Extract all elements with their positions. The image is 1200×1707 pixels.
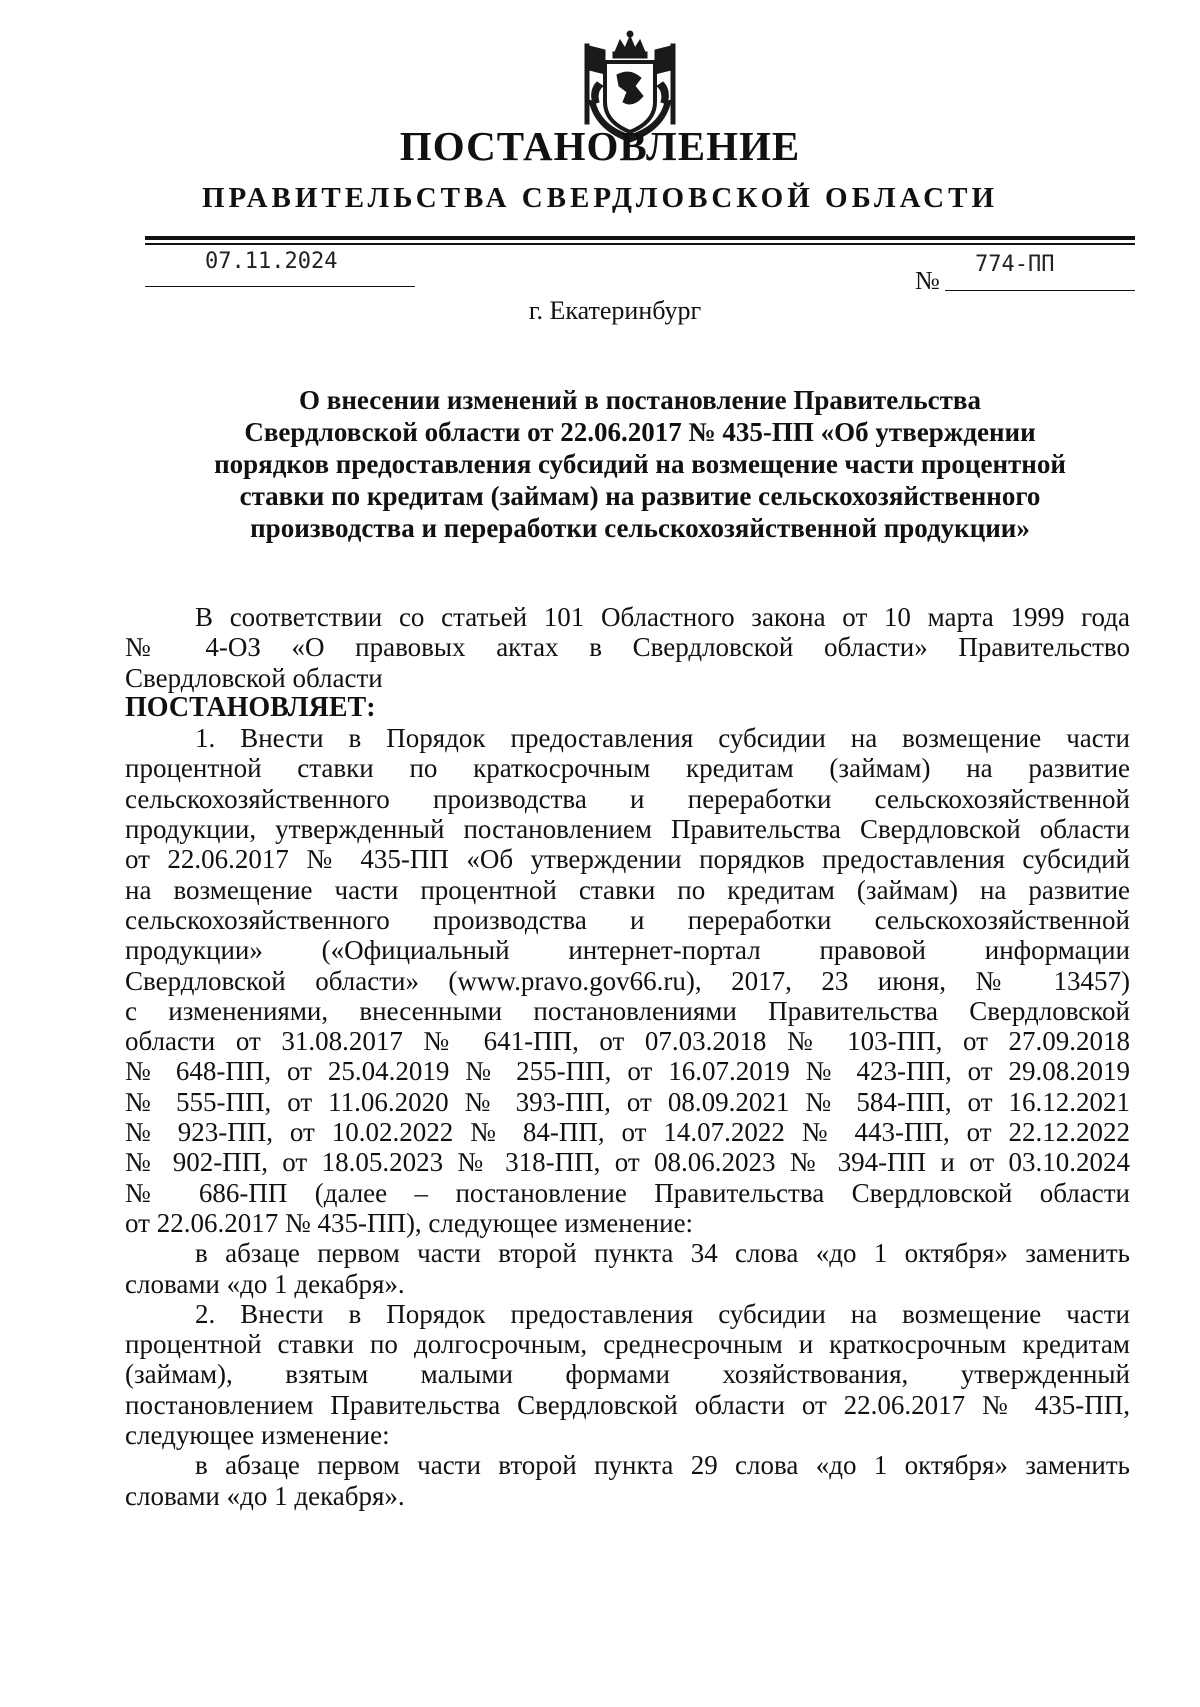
text-line: словами «до 1 декабря».	[125, 1268, 405, 1299]
text-line: от 22.06.2017 № 435-ПП «Об утверждении порядков предоставления субсидий	[125, 844, 1130, 875]
text-line: продукции, утвержденный постановлением Правительства Свердловской области	[125, 814, 1130, 845]
item-2-paragraph	[125, 1299, 1130, 1450]
decree-word: ПОСТАНОВЛЯЕТ:	[125, 691, 376, 723]
heading-line: Свердловской области от 22.06.2017 № 435-ПП «Об утверждении	[244, 417, 1036, 447]
document-date: 07.11.2024	[205, 249, 338, 274]
text-line: продукции» («Официальный интернет-портал правовой информации	[125, 935, 1130, 966]
text-line: сельскохозяйственного производства и переработки сельскохозяйственной	[125, 783, 1130, 814]
text-line: от 22.06.2017 № 435-ПП), следующее изменение:	[125, 1207, 694, 1238]
document-heading	[150, 384, 1130, 544]
issuing-authority: ПРАВИТЕЛЬСТВА СВЕРДЛОВСКОЙ ОБЛАСТИ	[201, 182, 999, 214]
text-line: № 4-ОЗ «О правовых актах в Свердловской области» Правительство	[125, 632, 1130, 663]
date-underline	[145, 286, 415, 287]
text-line: словами «до 1 декабря».	[125, 1480, 405, 1511]
number-sign: №	[915, 266, 940, 295]
header-divider-thin	[145, 243, 1135, 245]
heading-line: производства и переработки сельскохозяйственной продукции»	[250, 513, 1030, 543]
number-underline	[945, 290, 1135, 291]
text-line: (займам), взятым малыми формами хозяйствования, утвержденный	[125, 1359, 1130, 1390]
city-of-issue: г. Екатеринбург	[528, 296, 702, 325]
text-line: № 686-ПП (далее – постановление Правительства Свердловской области	[125, 1177, 1130, 1208]
text-line: В соответствии со статьей 101 Областного закона от 10 марта 1999 года	[195, 602, 1130, 632]
text-line: с изменениями, внесенными постановлениями Правительства Свердловской	[125, 995, 1130, 1026]
document-number: 774-ПП	[975, 252, 1055, 277]
header-divider-thick	[145, 236, 1135, 240]
text-line: в абзаце первом части второй пункта 29 слова «до 1 октября» заменить	[195, 1450, 1130, 1481]
text-line: № 648-ПП, от 25.04.2019 № 255-ПП, от 16.07.2019 № 423-ПП, от 29.08.2019	[125, 1056, 1130, 1087]
item-2-change-paragraph	[125, 1450, 1130, 1511]
text-line: 2. Внести в Порядок предоставления субсидии на возмещение части	[195, 1298, 1130, 1329]
text-line: Свердловской области» (www.pravo.gov66.ru), 2017, 23 июня, № 13457)	[125, 965, 1130, 996]
text-line: на возмещение части процентной ставки по кредитам (займам) на развитие	[125, 874, 1130, 905]
text-line: Свердловской области	[125, 662, 383, 693]
text-line: постановлением Правительства Свердловской области от 22.06.2017 № 435-ПП,	[125, 1389, 1130, 1420]
text-line: в абзаце первом части второй пункта 34 слова «до 1 октября» заменить	[195, 1238, 1130, 1269]
preamble-paragraph	[125, 602, 1130, 693]
text-line: процентной ставки по долгосрочным, среднесрочным и краткосрочным кредитам	[125, 1329, 1130, 1360]
document-body	[125, 602, 1130, 1511]
heading-line: ставки по кредитам (займам) на развитие сельскохозяйственного	[239, 481, 1041, 511]
text-line: области от 31.08.2017 № 641-ПП, от 07.03.2018 № 103-ПП, от 27.09.2018	[125, 1026, 1130, 1057]
item-1-change-paragraph	[125, 1238, 1130, 1299]
text-line: № 902-ПП, от 18.05.2023 № 318-ПП, от 08.06.2023 № 394-ПП и от 03.10.2024	[125, 1147, 1130, 1178]
text-line: № 555-ПП, от 11.06.2020 № 393-ПП, от 08.09.2021 № 584-ПП, от 16.12.2021	[125, 1086, 1130, 1117]
text-line: сельскохозяйственного производства и переработки сельскохозяйственной	[125, 904, 1130, 935]
text-line: следующее изменение:	[125, 1420, 390, 1451]
text-line: процентной ставки по краткосрочным кредитам (займам) на развитие	[125, 753, 1130, 784]
document-type-title: ПОСТАНОВЛЕНИЕ	[399, 123, 801, 169]
text-line: 1. Внести в Порядок предоставления субсидии на возмещение части	[195, 723, 1130, 754]
text-line: № 923-ПП, от 10.02.2022 № 84-ПП, от 14.07.2022 № 443-ПП, от 22.12.2022	[125, 1117, 1130, 1148]
heading-line: О внесении изменений в постановление Правительства	[299, 385, 981, 415]
item-1-paragraph	[125, 723, 1130, 1238]
heading-line: порядков предоставления субсидий на возмещение части процентной	[214, 449, 1066, 479]
